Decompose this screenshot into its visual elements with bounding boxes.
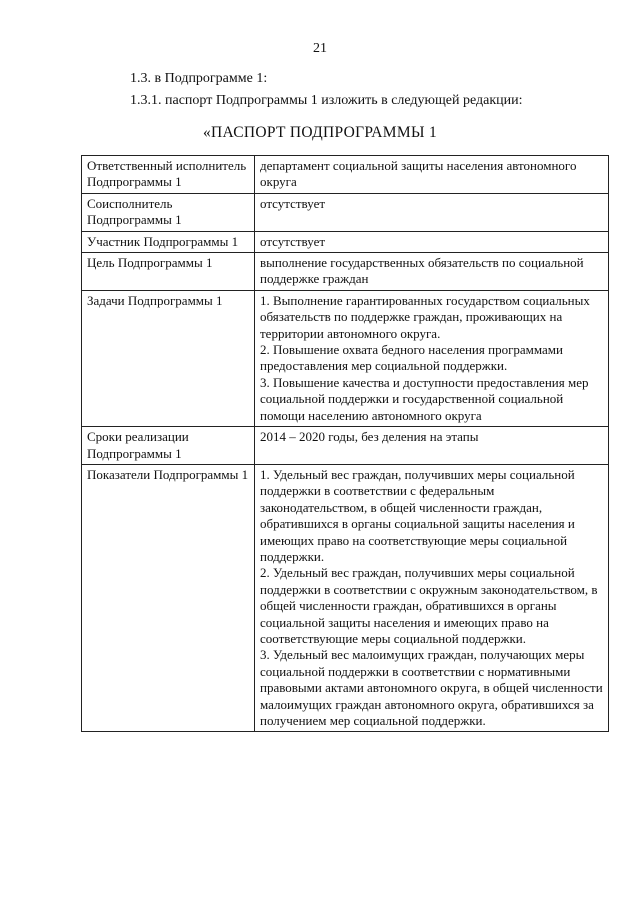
row-value [255,231,609,252]
row-label: Задачи Подпрограммы 1 [82,290,255,426]
row-label: Сроки реализации Подпрограммы 1 [82,427,255,465]
table-row [82,427,609,465]
intro-line-1: 1.3. в Подпрограмме 1: [130,71,268,86]
row-value-item: 3. Повышение качества и доступности предоставления мер социальной поддержки и государственной социальной помощи населению автономного округа [260,374,589,423]
passport-table [81,155,609,732]
row-label: Ответственный исполнитель Подпрограммы 1 [82,156,255,194]
row-value-item: 2. Повышение охвата бедного населения программами предоставления мер социальной поддержки. [260,342,563,374]
row-value-item: отсутствует [260,233,326,249]
row-label: Показатели Подпрограммы 1 [82,464,255,732]
row-value-item: выполнение государственных обязательств по социальной поддержке граждан [260,255,584,287]
row-value [255,464,609,732]
row-label: Участник Подпрограммы 1 [82,231,255,252]
table-row [82,231,609,252]
page-number: 21 [313,41,327,56]
row-value-item: 1. Выполнение гарантированных государством социальных обязательств по поддержке граждан, проживающих на территории автономного округа. [260,292,590,341]
row-value [255,290,609,426]
table-row [82,464,609,732]
table-row [82,193,609,231]
row-value-item: 1. Удельный вес граждан, получивших меры социальной поддержки в соответствии с федеральным законодательством, в общей численности граждан, обратившихся в органы социальной защиты населения и имеющих право на соответствующие меры социальной поддержки. [260,466,575,564]
row-value-item: департамент социальной защиты населения автономного округа [260,158,577,190]
row-value [255,427,609,465]
table-row [82,156,609,194]
row-label: Соисполнитель Подпрограммы 1 [82,193,255,231]
row-value-item: 2. Удельный вес граждан, получивших меры социальной поддержки в соответствии с окружным законодательством, в общей численности граждан, обратившихся в органы социальной защиты населения и имеющих право на соответствующие меры социальной поддержки. [260,565,598,646]
passport-title: «ПАСПОРТ ПОДПРОГРАММЫ 1 [202,124,438,141]
row-label: Цель Подпрограммы 1 [82,253,255,291]
row-value-item: 2014 – 2020 годы, без деления на этапы [260,429,479,445]
row-value-item: 3. Удельный вес малоимущих граждан, получающих меры социальной поддержки в соответствии с нормативными правовыми актами автономного округа, в общей численности малоимущих граждан автономного округа, обратившихся за получением мер социальной поддержки. [260,647,603,728]
row-value [255,193,609,231]
row-value-item: отсутствует [260,195,326,211]
row-value [255,253,609,291]
table-row [82,290,609,426]
row-value [255,156,609,194]
table-row [82,253,609,291]
intro-line-2: 1.3.1. паспорт Подпрограммы 1 изложить в следующей редакции: [130,93,523,108]
